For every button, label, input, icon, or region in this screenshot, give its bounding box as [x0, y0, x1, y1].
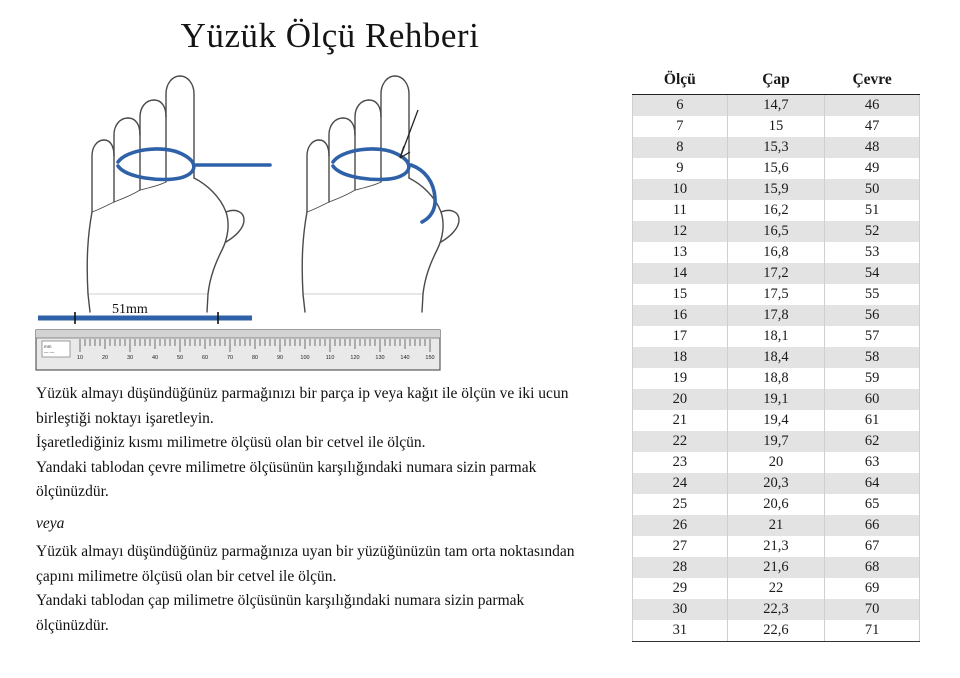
table-row	[633, 95, 920, 117]
page-title: Yüzük Ölçü Rehberi	[180, 16, 480, 55]
cell-cevre: 54	[825, 263, 920, 284]
ruler-body	[36, 330, 440, 370]
cell-cevre: 70	[825, 599, 920, 620]
cell-cap: 20,6	[727, 494, 825, 515]
cell-cevre: 47	[825, 116, 920, 137]
cell-olcu: 24	[633, 473, 728, 494]
cell-cevre: 46	[825, 95, 920, 117]
cell-olcu: 20	[633, 389, 728, 410]
cell-olcu: 26	[633, 515, 728, 536]
cell-cap: 18,8	[727, 368, 825, 389]
cell-olcu: 14	[633, 263, 728, 284]
cell-cevre: 62	[825, 431, 920, 452]
column-header-cap: Çap	[727, 68, 825, 95]
cell-olcu: 15	[633, 284, 728, 305]
cell-olcu: 12	[633, 221, 728, 242]
instruction-paragraph-2: İşaretlediğiniz kısmı milimetre ölçüsü olan bir cetvel ile ölçün.	[36, 434, 426, 451]
table-row	[633, 389, 920, 410]
table-row	[633, 536, 920, 557]
table-row	[633, 578, 920, 599]
cell-olcu: 17	[633, 326, 728, 347]
cell-cevre: 58	[825, 347, 920, 368]
cell-cap: 21	[727, 515, 825, 536]
instructions-block	[36, 382, 581, 638]
cell-cevre: 57	[825, 326, 920, 347]
ruler-illustration	[30, 300, 450, 385]
cell-cevre: 66	[825, 515, 920, 536]
svg-text:80: 80	[251, 355, 259, 361]
cell-cevre: 61	[825, 410, 920, 431]
table-row	[633, 179, 920, 200]
cell-cevre: 59	[825, 368, 920, 389]
left-hand-outline	[87, 76, 244, 312]
cell-cevre: 50	[825, 179, 920, 200]
svg-text:120: 120	[350, 355, 360, 361]
svg-text:90: 90	[276, 355, 284, 361]
cell-cevre: 65	[825, 494, 920, 515]
cell-olcu: 25	[633, 494, 728, 515]
cell-cevre: 64	[825, 473, 920, 494]
cell-olcu: 30	[633, 599, 728, 620]
svg-text:20: 20	[101, 355, 109, 361]
table-row	[633, 410, 920, 431]
cell-olcu: 6	[633, 95, 728, 117]
cell-olcu: 16	[633, 305, 728, 326]
cell-olcu: 11	[633, 200, 728, 221]
table-row	[633, 473, 920, 494]
table-row	[633, 494, 920, 515]
cell-cevre: 69	[825, 578, 920, 599]
table-row	[633, 557, 920, 578]
cell-cap: 20,3	[727, 473, 825, 494]
cell-olcu: 21	[633, 410, 728, 431]
svg-text:10: 10	[76, 355, 84, 361]
cell-olcu: 18	[633, 347, 728, 368]
svg-text:100: 100	[300, 355, 310, 361]
cell-olcu: 22	[633, 431, 728, 452]
cell-cevre: 56	[825, 305, 920, 326]
measured-segment	[38, 312, 252, 324]
ring-size-table	[632, 68, 920, 642]
svg-text:50: 50	[176, 355, 184, 361]
cell-cap: 22,6	[727, 620, 825, 642]
size-table-wrap	[632, 68, 920, 642]
cell-olcu: 9	[633, 158, 728, 179]
cell-cap: 21,6	[727, 557, 825, 578]
cell-olcu: 23	[633, 452, 728, 473]
cell-cevre: 68	[825, 557, 920, 578]
cell-cap: 16,8	[727, 242, 825, 263]
svg-text:70: 70	[226, 355, 234, 361]
cell-cap: 22	[727, 578, 825, 599]
svg-text:40: 40	[151, 355, 159, 361]
cell-cap: 17,8	[727, 305, 825, 326]
cell-cevre: 60	[825, 389, 920, 410]
instruction-paragraph-3: Yandaki tablodan çevre milimetre ölçüsünün karşılığındaki numara sizin parmak ölçünüzdür.	[36, 458, 537, 500]
cell-cap: 15	[727, 116, 825, 137]
table-row	[633, 200, 920, 221]
cell-cap: 16,5	[727, 221, 825, 242]
cell-cap: 14,7	[727, 95, 825, 117]
cell-cap: 15,6	[727, 158, 825, 179]
cell-olcu: 8	[633, 137, 728, 158]
cell-cap: 15,9	[727, 179, 825, 200]
ruler-measure-label: 51mm	[112, 302, 148, 317]
column-header-olcu: Ölçü	[633, 68, 728, 95]
table-row	[633, 305, 920, 326]
cell-cap: 19,7	[727, 431, 825, 452]
table-header-row	[633, 68, 920, 95]
svg-text:130: 130	[375, 355, 385, 361]
svg-text:140: 140	[400, 355, 410, 361]
cell-cap: 17,2	[727, 263, 825, 284]
column-header-cevre: Çevre	[825, 68, 920, 95]
table-row	[633, 137, 920, 158]
or-label: veya	[36, 514, 65, 532]
cell-cevre: 71	[825, 620, 920, 642]
instruction-paragraph-1: Yüzük almayı düşündüğünüz parmağınızı bir parça ip veya kağıt ile ölçün ve iki ucun birleştiği noktayı işaretleyin.	[36, 385, 569, 427]
table-row	[633, 116, 920, 137]
cell-cap: 18,1	[727, 326, 825, 347]
table-row	[633, 284, 920, 305]
cell-cevre: 67	[825, 536, 920, 557]
cell-olcu: 7	[633, 116, 728, 137]
cell-cap: 22,3	[727, 599, 825, 620]
table-row	[633, 599, 920, 620]
table-body	[633, 95, 920, 642]
cell-cap: 16,2	[727, 200, 825, 221]
svg-text:30: 30	[126, 355, 134, 361]
cell-cevre: 51	[825, 200, 920, 221]
svg-text:mm: mm	[44, 344, 52, 349]
svg-text:— —: — —	[44, 350, 55, 355]
cell-cevre: 48	[825, 137, 920, 158]
svg-text:150: 150	[425, 355, 435, 361]
table-row	[633, 620, 920, 642]
cell-cap: 20	[727, 452, 825, 473]
table-row	[633, 452, 920, 473]
instruction-paragraph-5: Yandaki tablodan çap milimetre ölçüsünün karşılığındaki numara sizin parmak ölçünüzdür.	[36, 592, 525, 634]
table-row	[633, 221, 920, 242]
svg-text:110: 110	[325, 355, 335, 361]
table-row	[633, 431, 920, 452]
table-row	[633, 368, 920, 389]
cell-cap: 18,4	[727, 347, 825, 368]
cell-olcu: 29	[633, 578, 728, 599]
table-row	[633, 515, 920, 536]
cell-olcu: 28	[633, 557, 728, 578]
cell-olcu: 13	[633, 242, 728, 263]
table-row	[633, 347, 920, 368]
hands-illustration	[30, 62, 620, 317]
svg-text:60: 60	[201, 355, 209, 361]
cell-cap: 21,3	[727, 536, 825, 557]
cell-cap: 19,1	[727, 389, 825, 410]
cell-cap: 17,5	[727, 284, 825, 305]
table-row	[633, 242, 920, 263]
cell-cevre: 53	[825, 242, 920, 263]
instruction-paragraph-4: Yüzük almayı düşündüğünüz parmağınıza uyan bir yüzüğünüzün tam orta noktasından çapını milimetre ölçüsü olan bir cetvel ile ölçün.	[36, 543, 575, 585]
cell-cevre: 63	[825, 452, 920, 473]
table-row	[633, 158, 920, 179]
cell-olcu: 19	[633, 368, 728, 389]
ruler-tick-labels	[77, 355, 435, 361]
cell-cap: 19,4	[727, 410, 825, 431]
cell-cevre: 52	[825, 221, 920, 242]
cell-olcu: 27	[633, 536, 728, 557]
cell-olcu: 10	[633, 179, 728, 200]
cell-olcu: 31	[633, 620, 728, 642]
table-row	[633, 326, 920, 347]
cell-cevre: 55	[825, 284, 920, 305]
table-row	[633, 263, 920, 284]
cell-cevre: 49	[825, 158, 920, 179]
cell-cap: 15,3	[727, 137, 825, 158]
